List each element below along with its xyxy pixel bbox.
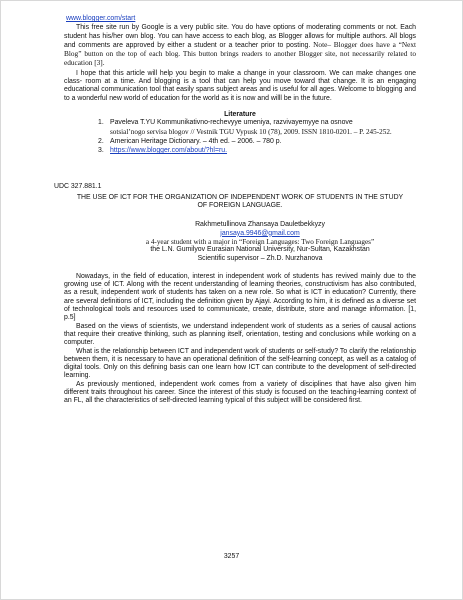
author-email-line [104,230,416,238]
reference-text: Paveleva T.YU Kommunikativno-rechevyye umeniya, razvivayemyye na osnove [110,119,353,127]
body-paragraph: Nowadays, in the field of education, interest in independent work of students has revived mainly due to the growing use of ICT. Along with the recent understanding of learning theories, constructivism has also contributed, as a result, independent work of students has taken on a new role. So what is ICT in education? Currently, there are several definitions of ICT, including the definition given by Ajayi. According to him, it is defined as a diverse set of technological tools and resources used to communicate, create, distribute, store and manage information. [1, p.5] [64,272,416,322]
blogger-description-text: This free site run by Google is a very public site. You do have options of moderating comments or not. Each student has his/her own blog. You can have access to each blog, as Blogger allows for multiple authors. All blogs and comments are approved by either a student or a teacher prior to posting. [64,24,416,49]
scientific-supervisor: Scientific supervisor – Zh.D. Nurzhanova [197,254,323,262]
body-paragraph: Based on the views of scientists, we understand independent work of students as a series of causal actions that require their creative thinking, such as planning itself, orientation, testing and conclusions while working on a computer. [64,322,416,347]
blogger-start-link-line [66,15,416,23]
page-content [54,15,417,406]
article-title: THE USE OF ICT FOR THE ORGANIZATION OF INDEPENDENT WORK OF STUDENTS IN THE STUDY OF FOREIGN LANGUAGE. [76,193,404,210]
author-email-link[interactable]: jansaya.9946@gmail.com [220,229,300,237]
udc-code: UDC 327.881.1 [54,183,102,191]
reference-number: 3. [98,147,104,155]
page-number: 3257 [223,553,240,560]
reference-text-continued: sotsial’nogo servisa blogov // Vestnik TGU Vypusk 10 (78), 2009. ISSN 1810-0201. – P. 245-252. [110,127,392,136]
body-paragraph: As previously mentioned, independent work comes from a variety of disciplines that have also given him different traits throughout his career. Since the interest of this study is focused on the teaching-learning context of an FL, all the characteristics of self-directed learning typical of this subject willl be considered first. [64,380,416,405]
author-affiliation-university: the L.N. Gumilyov Eurasian National University, Nur-Sultan, Kazakhstan [150,246,370,254]
reference-item [98,137,416,146]
reference-item [98,119,416,137]
reference-item [98,147,416,155]
blogger-start-link[interactable]: www.blogger.com/start [66,15,136,22]
closing-paragraph: I hope that this article will help you begin to make a change in your classroom. We can make changes one class- room at a time. And blogging is a tool that can help you move toward that change. It is an engaging educational communication tool that easily spans subject areas and is useful for all ages. Welcome to blogging and to a wonderful new world of education for the world as it is now and willl be in the future. [64,69,416,102]
reference-list [64,119,416,155]
reference-number: 2. [98,137,104,145]
author-affiliation-major: a 4-year student with a major in “Foreign Languages: Two Foreign Languages” [145,237,375,246]
reference-number: 1. [98,119,104,127]
body-paragraph: What is the relationship between ICT and independent work of students or self-study? To clarify the relationship between them, it is necessary to have an operational definition of the self-learning concept, as well as a catalog of digital tools. Only on this defining basis can one learn how ICT can contribute to the development of self-directed learning. [64,347,416,380]
blogger-note-text: Note– Blogger does have a “Next Blog” button on the top of each blog. This button brings readers to another Blogger site, not necessarily related to education [3]. [64,39,417,68]
author-name: Rakhmetullinova Zhansaya Dauletbekkyzy [195,221,325,229]
literature-heading: Literature [224,110,256,118]
blogger-description-paragraph [64,24,416,68]
reference-text: American Heritage Dictionary. – 4th ed. – 2006. – 780 p. [110,137,282,145]
reference-link[interactable]: https://www.blogger.com/about/?hl=ru. [110,147,228,155]
